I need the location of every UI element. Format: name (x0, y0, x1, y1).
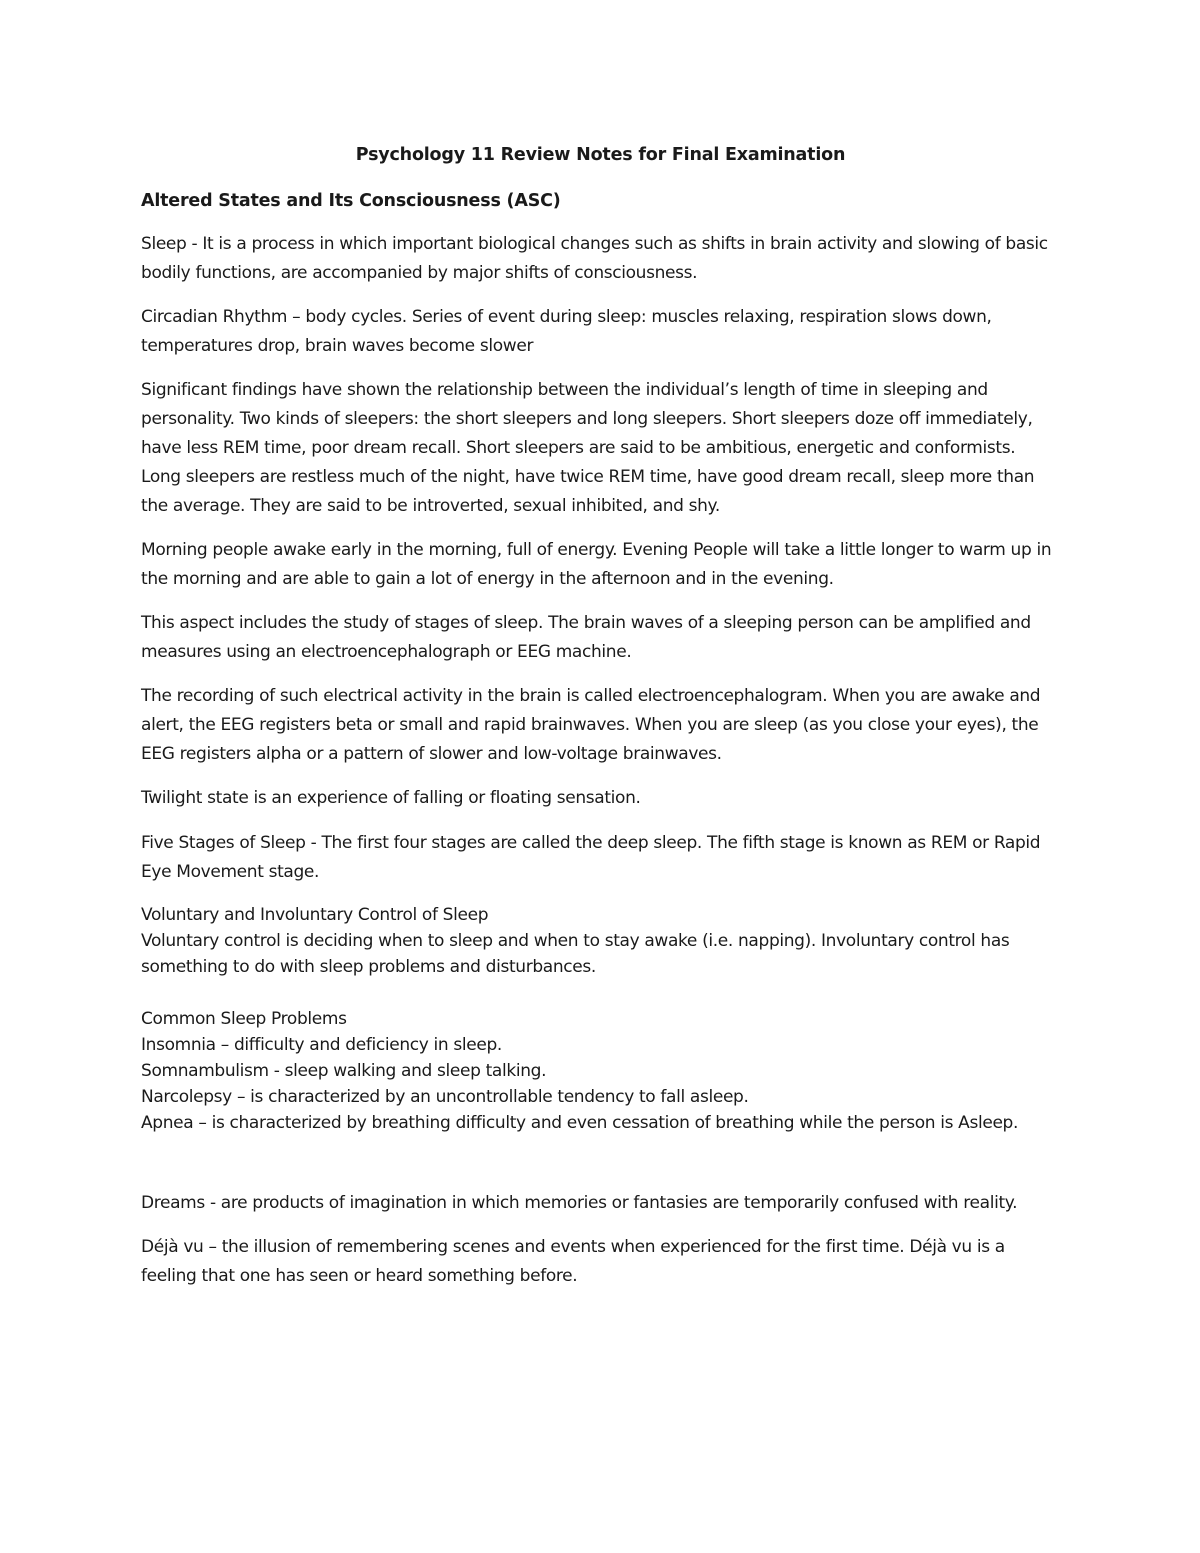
document-title: Psychology 11 Review Notes for Final Examination (355, 145, 846, 165)
paragraph-sleep: Sleep - It is a process in which important biological changes such as shifts in brain activity and slowing of basic bodily functions, are accompanied by major shifts of consciousness. (141, 234, 1048, 283)
paragraph-five-stages: Five Stages of Sleep - The first four stages are called the deep sleep. The fifth stage is known as REM or Rapid Eye Movement stage. (141, 832, 1041, 882)
sleep-problem-item: Somnambulism - sleep walking and sleep talking. (141, 1060, 547, 1081)
sleep-problems-block (141, 1006, 1060, 1137)
paragraph-dreams: Dreams - are products of imagination in which memories or fantasies are temporarily confused with reality. (141, 1192, 1018, 1213)
control-of-sleep-heading: Voluntary and Involuntary Control of Sleep (141, 904, 489, 925)
paragraph-sleepers: Significant findings have shown the relationship between the individual’s length of time in sleeping and personality. Two kinds of sleepers: the short sleepers and long sleepers. Short sleepers doze off immediately, have less REM time, poor dream recall. Short sleepers are said to be ambitious, energetic and conformists. Long sleepers are restless much of the night, have twice REM time, have good dream recall, sleep more than the average. They are said to be introverted, sexual inhibited, and shy. (141, 380, 1035, 516)
paragraph-eeg-recording: The recording of such electrical activity in the brain is called electroencephalogram. When you are awake and alert, the EEG registers beta or small and rapid brainwaves. When you are sleep (as you close your eyes), the EEG registers alpha or a pattern of slower and low-voltage brainwaves. (141, 686, 1041, 764)
control-of-sleep-block (141, 902, 1060, 981)
sleep-problem-item: Insomnia – difficulty and deficiency in sleep. (141, 1034, 502, 1055)
spacer (141, 1137, 1060, 1189)
paragraph-deja-vu: Déjà vu – the illusion of remembering scenes and events when experienced for the first time. Déjà vu is a feeling that one has seen or heard something before. (141, 1236, 1005, 1286)
control-of-sleep-text: Voluntary control is deciding when to sleep and when to stay awake (i.e. napping). Involuntary control has something to do with sleep problems and disturbances. (141, 931, 1010, 978)
paragraph-morning-evening-people: Morning people awake early in the morning, full of energy. Evening People will take a little longer to warm up in the morning and are able to gain a lot of energy in the afternoon and in the evening. (141, 539, 1052, 589)
paragraph-circadian-rhythm: Circadian Rhythm – body cycles. Series of event during sleep: muscles relaxing, respiration slows down, temperatures drop, brain waves become slower (141, 307, 992, 356)
paragraph-stages-study: This aspect includes the study of stages of sleep. The brain waves of a sleeping person can be amplified and measures using an electroencephalograph or EEG machine. (141, 613, 1031, 662)
section-heading: Altered States and Its Consciousness (ASC) (141, 191, 561, 211)
sleep-problem-item: Apnea – is characterized by breathing difficulty and even cessation of breathing while the person is Asleep. (141, 1113, 1019, 1134)
sleep-problem-item: Narcolepsy – is characterized by an uncontrollable tendency to fall asleep. (141, 1087, 749, 1108)
sleep-problems-heading: Common Sleep Problems (141, 1008, 347, 1029)
paragraph-twilight-state: Twilight state is an experience of falling or floating sensation. (141, 788, 641, 809)
spacer (141, 981, 1060, 1006)
